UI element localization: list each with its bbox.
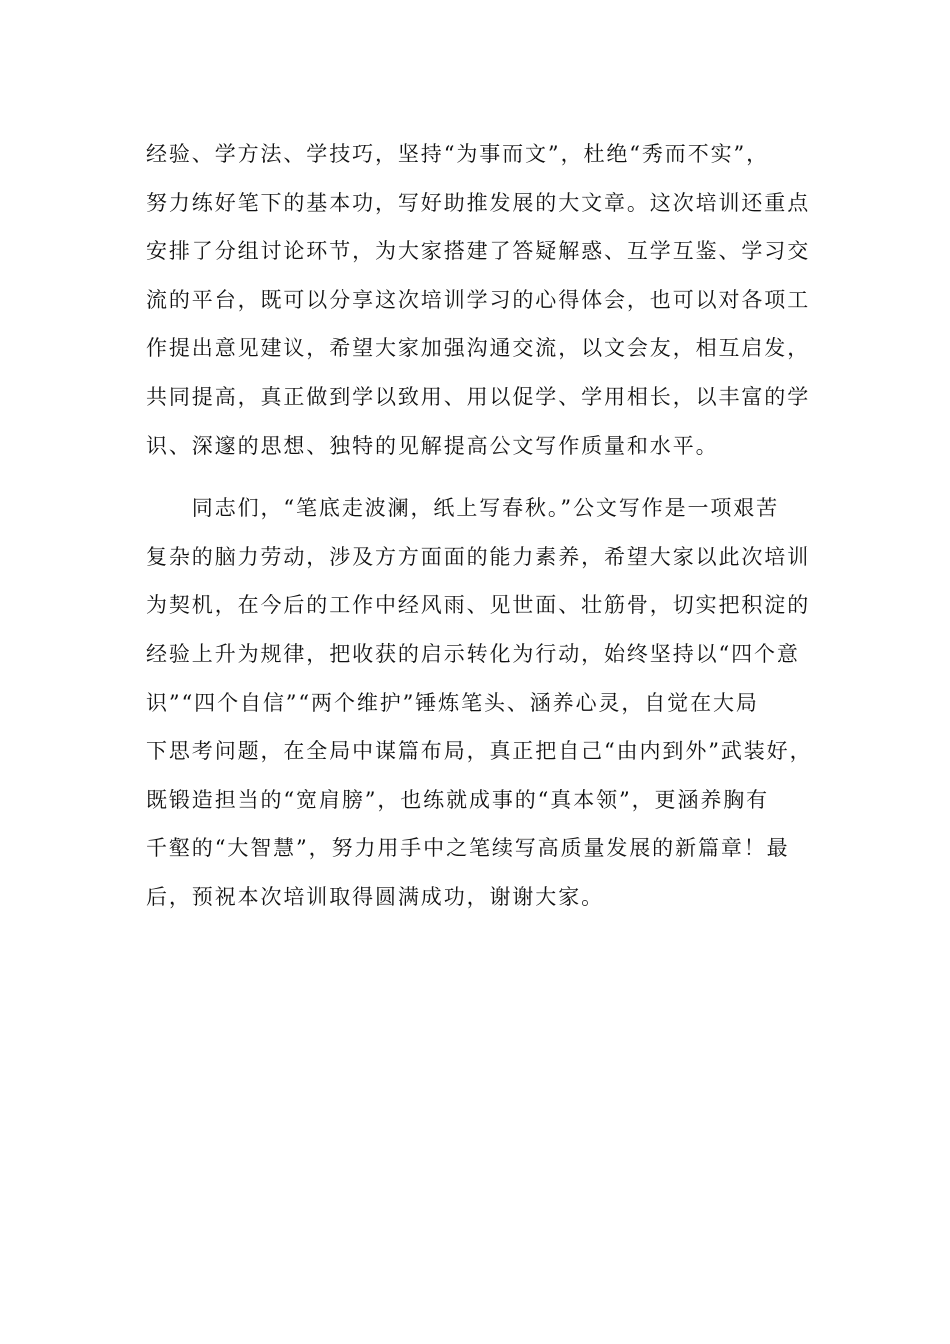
text-line: 作提出意见建议，希望大家加强沟通交流，以文会友，相互启发， (146, 336, 811, 361)
text-line: 安排了分组讨论环节，为大家搭建了答疑解惑、互学互鉴、学习交 (146, 239, 811, 264)
text-line: 同志们，“笔底走波澜，纸上写春秋。”公文写作是一项艰苦 (146, 496, 780, 521)
text-line: 复杂的脑力劳动，涉及方方面面的能力素养，希望大家以此次培训 (146, 544, 811, 569)
text-line: 后，预祝本次培训取得圆满成功，谢谢大家。 (146, 884, 604, 909)
text-line: 千壑的“大智慧”，努力用手中之笔续写高质量发展的新篇章！最 (146, 836, 790, 861)
text-line: 努力练好笔下的基本功，写好助推发展的大文章。这次培训还重点 (146, 190, 811, 215)
text-line: 经验、学方法、学技巧，坚持“为事而文”，杜绝“秀而不实”， (146, 142, 770, 166)
text-line: 既锻造担当的“宽肩膀”，也练就成事的“真本领”，更涵养胸有 (146, 787, 770, 812)
paragraph-spacer (146, 470, 806, 484)
text-line: 下思考问题，在全局中谋篇布局，真正把自己“由内到外”武装好， (146, 739, 813, 764)
text-line: 识”“四个自信”“两个维护”锤炼笔头、涵养心灵，自觉在大局 (146, 690, 759, 715)
text-line: 为契机，在今后的工作中经风雨、见世面、壮筋骨，切实把积淀的 (146, 593, 811, 618)
text-line: 流的平台，既可以分享这次培训学习的心得体会，也可以对各项工 (146, 287, 811, 312)
text-line: 经验上升为规律，把收获的启示转化为行动，始终坚持以“四个意 (146, 641, 800, 666)
paragraph-2 (146, 484, 813, 921)
text-line: 识、深邃的思想、独特的见解提高公文写作质量和水平。 (146, 433, 719, 458)
paragraph-1 (146, 130, 811, 470)
document-body (146, 130, 813, 922)
text-line: 共同提高，真正做到学以致用、用以促学、学用相长，以丰富的学 (146, 384, 811, 409)
